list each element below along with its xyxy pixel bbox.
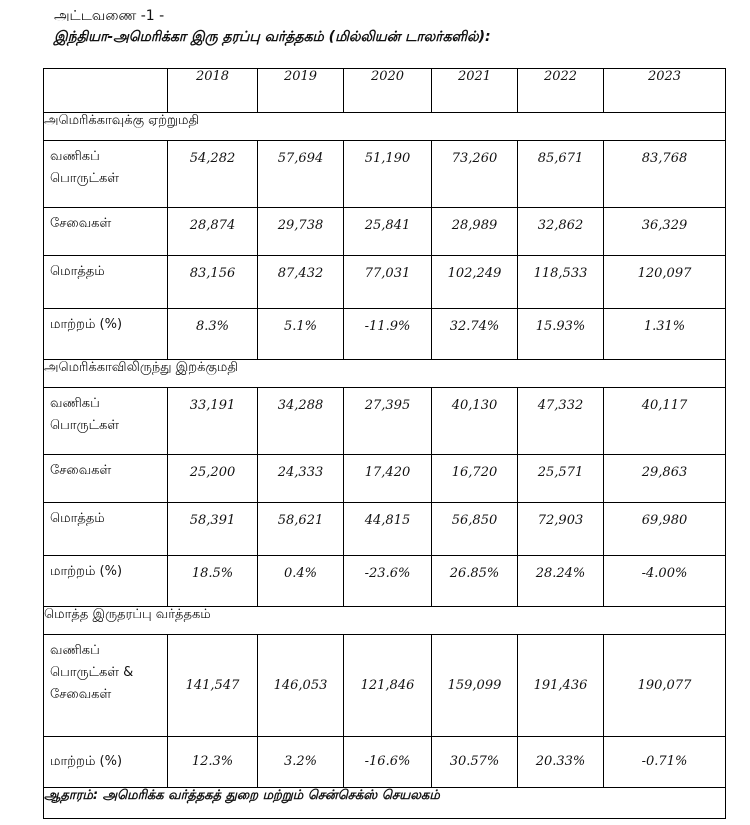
table-cell: 36,329 <box>604 208 726 256</box>
table-cell: 29,863 <box>604 455 726 503</box>
table-cell: 102,249 <box>432 256 518 309</box>
table-cell: 32.74% <box>432 309 518 360</box>
row-label: மாற்றம் (%) <box>44 309 168 360</box>
table-row <box>44 503 726 556</box>
table-row <box>44 208 726 256</box>
section-heading: மொத்த இருதரப்பு வர்த்தகம் <box>44 607 726 635</box>
table-cell: 26.85% <box>432 556 518 607</box>
trade-table <box>43 68 726 819</box>
table-cell: 3.2% <box>258 737 344 788</box>
header-corner-cell <box>44 69 168 113</box>
section-heading: அமெரிக்காவிலிருந்து இறக்குமதி <box>44 360 726 388</box>
table-cell: 54,282 <box>168 141 258 208</box>
table-cell: 32,862 <box>518 208 604 256</box>
table-cell: 159,099 <box>432 635 518 737</box>
table-cell: -23.6% <box>344 556 432 607</box>
table-row <box>44 256 726 309</box>
table-row <box>44 737 726 788</box>
table-cell: 30.57% <box>432 737 518 788</box>
table-cell: 8.3% <box>168 309 258 360</box>
row-label: சேவைகள் <box>44 455 168 503</box>
table-cell: 15.93% <box>518 309 604 360</box>
table-cell: 87,432 <box>258 256 344 309</box>
table-cell: 51,190 <box>344 141 432 208</box>
table-cell: 72,903 <box>518 503 604 556</box>
table-cell: 33,191 <box>168 388 258 455</box>
row-label: வணிகப் பொருட்கள் & சேவைகள் <box>44 635 168 737</box>
table-cell: 120,097 <box>604 256 726 309</box>
row-label: மொத்தம் <box>44 256 168 309</box>
table-cell: 25,571 <box>518 455 604 503</box>
table-cell: 5.1% <box>258 309 344 360</box>
col-header: 2020 <box>344 69 432 113</box>
table-cell: 85,671 <box>518 141 604 208</box>
row-label: சேவைகள் <box>44 208 168 256</box>
header-row <box>44 69 726 113</box>
section-heading: அமெரிக்காவுக்கு ஏற்றுமதி <box>44 113 726 141</box>
table-cell: 121,846 <box>344 635 432 737</box>
table-cell: 18.5% <box>168 556 258 607</box>
table-cell: 24,333 <box>258 455 344 503</box>
table-cell: 83,156 <box>168 256 258 309</box>
col-header: 2019 <box>258 69 344 113</box>
table-row <box>44 309 726 360</box>
section-heading-row <box>44 360 726 388</box>
table-cell: 16,720 <box>432 455 518 503</box>
table-cell: 118,533 <box>518 256 604 309</box>
col-header: 2022 <box>518 69 604 113</box>
table-cell: 29,738 <box>258 208 344 256</box>
table-cell: 190,077 <box>604 635 726 737</box>
table-cell: 141,547 <box>168 635 258 737</box>
table-cell: -4.00% <box>604 556 726 607</box>
table-cell: -16.6% <box>344 737 432 788</box>
table-cell: 27,395 <box>344 388 432 455</box>
table-number: அட்டவணை -1 - <box>54 8 165 24</box>
table-cell: 17,420 <box>344 455 432 503</box>
row-label: வணிகப் பொருட்கள் <box>44 388 168 455</box>
table-cell: 28.24% <box>518 556 604 607</box>
table-cell: 191,436 <box>518 635 604 737</box>
table-cell: 12.3% <box>168 737 258 788</box>
table-cell: 28,989 <box>432 208 518 256</box>
col-header: 2021 <box>432 69 518 113</box>
row-label: மாற்றம் (%) <box>44 737 168 788</box>
table-cell: 44,815 <box>344 503 432 556</box>
source-row <box>44 788 726 819</box>
table-cell: 47,332 <box>518 388 604 455</box>
row-label: மாற்றம் (%) <box>44 556 168 607</box>
table-row <box>44 556 726 607</box>
table-cell: 25,200 <box>168 455 258 503</box>
table-cell: 58,391 <box>168 503 258 556</box>
source-note: ஆதாரம்: அமெரிக்க வர்த்தகத் துறை மற்றும் சென்செக்ஸ் செயலகம் <box>44 788 726 819</box>
table-cell: 56,850 <box>432 503 518 556</box>
section-heading-row <box>44 113 726 141</box>
table-cell: 1.31% <box>604 309 726 360</box>
table-cell: 40,117 <box>604 388 726 455</box>
col-header: 2023 <box>604 69 726 113</box>
table-cell: 34,288 <box>258 388 344 455</box>
table-cell: 83,768 <box>604 141 726 208</box>
row-label: மொத்தம் <box>44 503 168 556</box>
table-cell: 0.4% <box>258 556 344 607</box>
table-cell: 73,260 <box>432 141 518 208</box>
table-cell: 20.33% <box>518 737 604 788</box>
table-cell: 77,031 <box>344 256 432 309</box>
col-header: 2018 <box>168 69 258 113</box>
table-cell: 40,130 <box>432 388 518 455</box>
table-row <box>44 141 726 208</box>
table-cell: 57,694 <box>258 141 344 208</box>
table-caption: இந்தியா-அமெரிக்கா இரு தரப்பு வர்த்தகம் (மில்லியன் டாலர்களில்): <box>54 29 491 45</box>
table-title <box>54 6 491 48</box>
row-label: வணிகப் பொருட்கள் <box>44 141 168 208</box>
table-row <box>44 635 726 737</box>
table-cell: 28,874 <box>168 208 258 256</box>
table-cell: 146,053 <box>258 635 344 737</box>
table-row <box>44 455 726 503</box>
table-cell: 25,841 <box>344 208 432 256</box>
section-heading-row <box>44 607 726 635</box>
table-cell: 58,621 <box>258 503 344 556</box>
table-cell: 69,980 <box>604 503 726 556</box>
table-row <box>44 388 726 455</box>
table-cell: -0.71% <box>604 737 726 788</box>
table-cell: -11.9% <box>344 309 432 360</box>
